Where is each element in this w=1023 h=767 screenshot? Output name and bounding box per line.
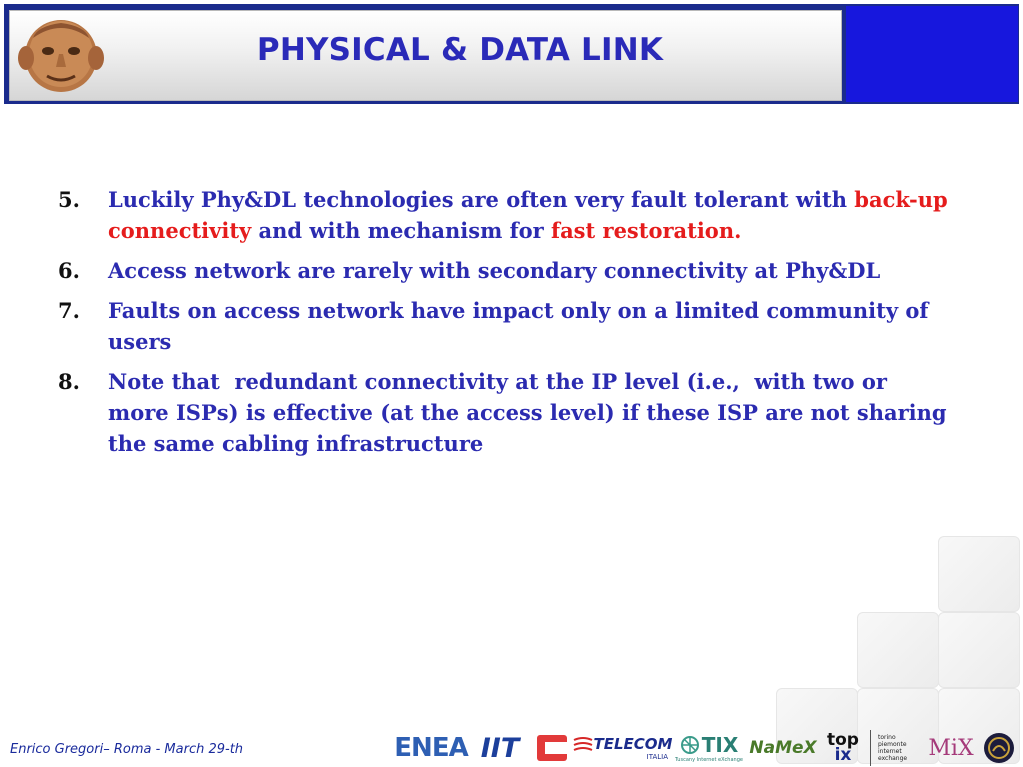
red-c-logo-icon xyxy=(534,730,574,766)
mask-logo-icon xyxy=(15,14,107,94)
page-title: PHYSICAL & DATA LINK xyxy=(256,32,664,68)
list-text: Note that redundant connectivity at the IP level (i.e., with two or more ISPs) is effective (at the access level) if these ISP are not sharing the same cabling infrastructure xyxy=(108,369,954,456)
highlight-text: back-up connectivity xyxy=(108,187,948,243)
partner-logos xyxy=(394,730,1020,766)
list-text xyxy=(108,184,948,246)
list-item xyxy=(58,295,948,357)
decorative-square xyxy=(857,612,939,688)
namex-logo: NaMeX xyxy=(749,738,817,758)
decorative-square xyxy=(938,536,1020,612)
title-accent-block xyxy=(846,6,1018,102)
list-item xyxy=(58,255,948,286)
telecom-logo: TELECOM ITALIA xyxy=(576,730,668,766)
mix-logo: MiX xyxy=(928,735,974,761)
tix-logo: TIX Tuscany Internet eXchange xyxy=(675,733,743,763)
list-number: 6. xyxy=(58,258,80,283)
list-item xyxy=(58,366,954,459)
iit-logo: IIT xyxy=(480,732,520,764)
list-item xyxy=(58,184,948,246)
carabinieri-badge-icon xyxy=(980,730,1018,766)
list-text: Faults on access network have impact only on a limited community of users xyxy=(108,298,929,354)
enea-logo: ENEA xyxy=(394,733,468,763)
list-text-segment: Luckily Phy&DL technologies are often very fault tolerant with xyxy=(108,187,855,212)
list-text: Access network are rarely with secondary connectivity at Phy&DL xyxy=(108,258,881,283)
telecom-waves-icon xyxy=(572,736,594,752)
tix-figure-icon xyxy=(680,735,700,755)
decorative-square xyxy=(938,612,1020,688)
bullet-list xyxy=(58,184,954,468)
topix-logo: top ix xyxy=(827,730,859,765)
list-number: 8. xyxy=(58,369,80,394)
list-number: 7. xyxy=(58,298,80,323)
highlight-text: fast restoration. xyxy=(551,218,742,243)
list-text-segment: and with mechanism for xyxy=(251,218,552,243)
list-number: 5. xyxy=(58,187,80,212)
footer-author: Enrico Gregori– Roma - March 29-th xyxy=(10,742,244,757)
torino-ix-logo: torino piemonte internet exchange xyxy=(870,730,924,766)
